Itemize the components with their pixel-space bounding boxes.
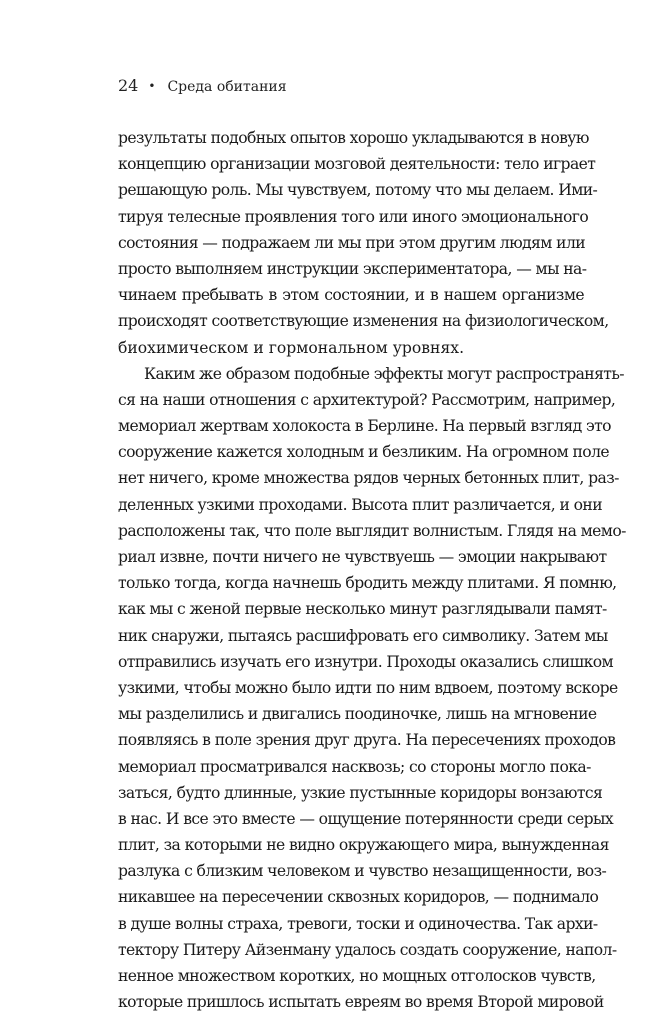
- section-title: Среда обитания: [167, 79, 287, 95]
- text-line: никавшее на пересечении сквозных коридоров, — поднимало: [118, 888, 599, 907]
- page-number: 24: [118, 76, 139, 95]
- text-line: состояния — подражаем ли мы при этом другим людям или: [118, 233, 586, 252]
- text-line: только тогда, когда начнешь бродить между плитами. Я помню,: [118, 574, 617, 593]
- header-separator: •: [148, 79, 156, 93]
- text-line: чинаем пребывать в этом состоянии, и в нашем организме: [118, 286, 584, 305]
- text-line: мы разделились и двигались поодиночке, лишь на мгновение: [118, 705, 597, 724]
- text-line: плит, за которыми не видно окружающего мира, вынужденная: [118, 836, 609, 855]
- text-line: заться, будто длинные, узкие пустынные коридоры вонзаются: [118, 783, 603, 802]
- text-line: мемориал жертвам холокоста в Берлине. На первый взгляд это: [118, 417, 611, 436]
- text-line: концепцию организации мозговой деятельности: тело играет: [118, 155, 596, 174]
- text-line: в нас. И все это вместе — ощущение потерянности среди серых: [118, 809, 614, 828]
- text-line: тектору Питеру Айзенману удалось создать сооружение, напол-: [118, 940, 617, 959]
- text-line: как мы с женой первые несколько минут разглядывали памят-: [118, 600, 607, 619]
- text-line: ник снаружи, пытаясь расшифровать его символику. Затем мы: [118, 626, 608, 645]
- paragraph-1: [118, 125, 609, 361]
- text-line: ся на наши отношения с архитектурой? Рассмотрим, например,: [118, 390, 616, 409]
- body-text: [118, 125, 626, 1015]
- text-line: деленных узкими проходами. Высота плит различается, и они: [118, 495, 602, 514]
- text-line: в душе волны страха, тревоги, тоски и одиночества. Так архи-: [118, 914, 598, 933]
- text-line: узкими, чтобы можно было идти по ним вдвоем, поэтому вскоре: [118, 678, 618, 697]
- text-line: которые пришлось испытать евреям во время Второй мировой: [118, 993, 604, 1012]
- running-header: [118, 76, 287, 97]
- text-line: Каким же образом подобные эффекты могут распространять-: [144, 364, 624, 383]
- text-line: результаты подобных опытов хорошо укладываются в новую: [118, 129, 589, 147]
- text-line: сооружение кажется холодным и безликим. На огромном поле: [118, 443, 609, 462]
- text-line: отправились изучать его изнутри. Проходы оказались слишком: [118, 652, 614, 671]
- text-line: мемориал просматривался насквозь; со стороны могло пока-: [118, 757, 591, 776]
- text-line: появляясь в поле зрения друг друга. На пересечениях проходов: [118, 731, 616, 750]
- text-line: расположены так, что поле выглядит волнистым. Глядя на мемо-: [118, 521, 626, 540]
- text-line: биохимическом и гормональном уровнях.: [118, 338, 465, 357]
- text-line: решающую роль. Мы чувствуем, потому что мы делаем. Ими-: [118, 181, 598, 200]
- text-line: тируя телесные проявления того или иного эмоционального: [118, 207, 589, 226]
- text-line: ненное множеством коротких, но мощных отголосков чувств,: [118, 967, 596, 985]
- text-line: просто выполняем инструкции экспериментатора, — мы на-: [118, 259, 587, 278]
- text-line: нет ничего, кроме множества рядов черных бетонных плит, раз-: [118, 469, 619, 488]
- text-line: происходят соответствующие изменения на физиологическом,: [118, 312, 609, 331]
- text-line: риал извне, почти ничего не чувствуешь — эмоции накрывают: [118, 548, 607, 566]
- text-line: разлука с близким человеком и чувство незащищенности, воз-: [118, 862, 607, 881]
- paragraph-2: [118, 361, 626, 1015]
